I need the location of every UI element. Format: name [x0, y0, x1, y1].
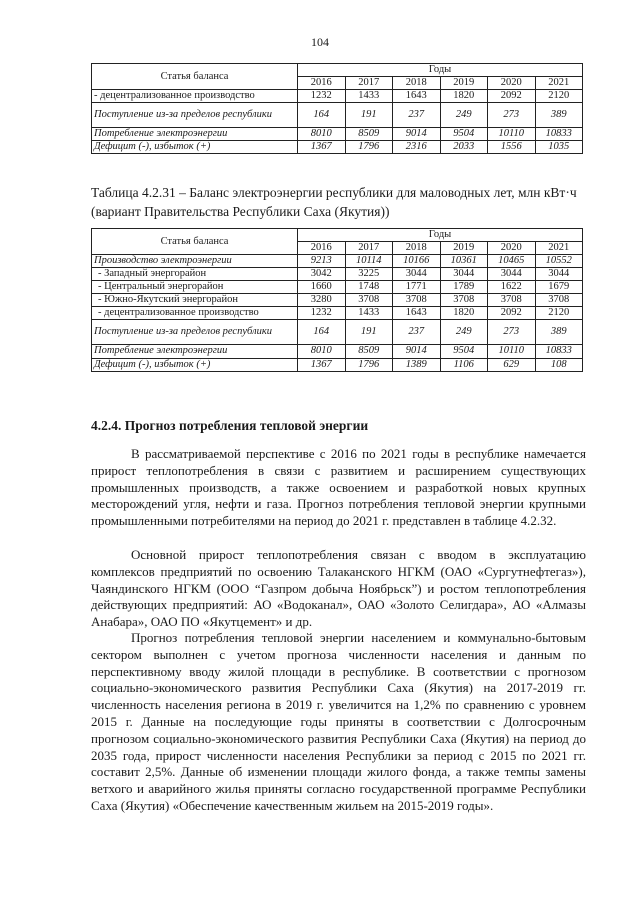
year-header: 2021 — [535, 77, 583, 90]
value-cell: 2120 — [535, 90, 583, 103]
value-cell: 1232 — [298, 90, 346, 103]
value-cell: 237 — [393, 103, 441, 128]
value-cell: 9504 — [440, 128, 488, 141]
year-header: 2019 — [440, 242, 488, 255]
year-header: 2018 — [393, 77, 441, 90]
value-cell: 3708 — [440, 294, 488, 307]
year-header: 2019 — [440, 77, 488, 90]
table-header-label: Статья баланса — [92, 64, 298, 90]
value-cell: 3225 — [345, 268, 393, 281]
year-header: 2021 — [535, 242, 583, 255]
value-cell: 10552 — [535, 255, 583, 268]
value-cell: 1660 — [298, 281, 346, 294]
value-cell: 10166 — [393, 255, 441, 268]
value-cell: 3708 — [488, 294, 536, 307]
value-cell: 3708 — [535, 294, 583, 307]
row-label: Дефицит (-), избыток (+) — [92, 141, 298, 154]
electricity-balance-table-low-water — [91, 228, 583, 372]
paragraph-text: Основной прирост теплопотребления связан с вводом в эксплуатацию комплексов предприятий по освоению Талаканского НГКМ (ОАО «Сургутнефтегаз»), Чаяндинского НГКМ (ООО “Газпром добыча Ноябрьск”) и ростом теплопотребления действующих предприятий: АО «Водоканал», ОАО «Золото Селигдара», АО «Алмазы Анабара», ОАО ПО «Якутцемент» и др. — [91, 547, 586, 630]
value-cell: 1106 — [440, 358, 488, 371]
row-label: Производство электроэнергии — [92, 255, 298, 268]
value-cell: 1679 — [535, 281, 583, 294]
paragraph — [91, 446, 586, 530]
value-cell: 1232 — [298, 307, 346, 320]
value-cell: 108 — [535, 358, 583, 371]
year-header: 2017 — [345, 242, 393, 255]
row-label: - децентрализованное производство — [92, 90, 298, 103]
value-cell: 389 — [535, 320, 583, 345]
value-cell: 1643 — [393, 307, 441, 320]
value-cell: 1556 — [488, 141, 536, 154]
value-cell: 1820 — [440, 307, 488, 320]
value-cell: 10465 — [488, 255, 536, 268]
year-header: 2020 — [488, 242, 536, 255]
table-row — [92, 281, 583, 294]
page-number: 104 — [311, 35, 329, 49]
table-row — [92, 255, 583, 268]
year-header: 2020 — [488, 77, 536, 90]
value-cell: 8010 — [298, 128, 346, 141]
value-cell: 164 — [298, 320, 346, 345]
table-row — [92, 103, 583, 128]
section-heading: 4.2.4. Прогноз потребления тепловой энергии — [91, 418, 369, 433]
row-label: Потребление электроэнергии — [92, 128, 298, 141]
row-label: - децентрализованное производство — [92, 307, 298, 320]
value-cell: 1820 — [440, 90, 488, 103]
value-cell: 3044 — [535, 268, 583, 281]
value-cell: 1433 — [345, 307, 393, 320]
value-cell: 2120 — [535, 307, 583, 320]
value-cell: 1643 — [393, 90, 441, 103]
value-cell: 389 — [535, 103, 583, 128]
value-cell: 10833 — [535, 128, 583, 141]
paragraph-text: Прогноз потребления тепловой энергии населением и коммунально-бытовым сектором выполнен с учетом прогноза численности населения и данным по перспективному вводу жилой площади в республике. В соответствии с прогнозом социально-экономического развития Республики Саха (Якутия) на 2017-2019 гг. численность населения региона в 2019 г. увеличится на 1,2% по сравнению с уровнем 2015 г. Данные на последующие годы приняты в соответствии с Долгосрочным прогнозом социально-экономического развития Республики Саха (Якутия) на период до 2035 года, прирост численности населения Республики за период с 2015 по 2021 гг. составит 2,5%. Данные об изменении площади жилого фонда, а также темпы замены ветхого и аварийного жилья приняты согласно государственной программе Республики Саха (Якутия) «Обеспечение качественным жильем на 2015-2019 годы». — [91, 630, 586, 813]
value-cell: 1748 — [345, 281, 393, 294]
year-header: 2016 — [298, 242, 346, 255]
value-cell: 3708 — [393, 294, 441, 307]
value-cell: 1367 — [298, 358, 346, 371]
row-label: Потребление электроэнергии — [92, 345, 298, 358]
value-cell: 3044 — [488, 268, 536, 281]
table-row — [92, 128, 583, 141]
value-cell: 629 — [488, 358, 536, 371]
value-cell: 1796 — [345, 141, 393, 154]
value-cell: 3280 — [298, 294, 346, 307]
value-cell: 10110 — [488, 345, 536, 358]
value-cell: 3708 — [345, 294, 393, 307]
value-cell: 191 — [345, 320, 393, 345]
value-cell: 8010 — [298, 345, 346, 358]
value-cell: 8509 — [345, 345, 393, 358]
table-header-years: Годы — [298, 229, 583, 242]
year-header: 2017 — [345, 77, 393, 90]
value-cell: 164 — [298, 103, 346, 128]
value-cell: 1796 — [345, 358, 393, 371]
table-row — [92, 320, 583, 345]
value-cell: 2033 — [440, 141, 488, 154]
table-row — [92, 141, 583, 154]
table-row — [92, 307, 583, 320]
row-label: Поступление из-за пределов республики — [92, 320, 298, 345]
value-cell: 273 — [488, 320, 536, 345]
value-cell: 10833 — [535, 345, 583, 358]
paragraph-text: В рассматриваемой перспективе с 2016 по 2021 годы в республике намечается прирост теплопотребления в связи с развитием и расширением существующих промышленных производств, а также освоением и разработкой новых крупных месторождений угля, нефти и газа. Прогноз потребления тепловой энергии крупными промышленными потребителями на период до 2021 г. представлен в таблице 4.2.32. — [91, 446, 586, 529]
value-cell: 2092 — [488, 90, 536, 103]
value-cell: 2316 — [393, 141, 441, 154]
value-cell: 1771 — [393, 281, 441, 294]
table-row — [92, 345, 583, 358]
value-cell: 249 — [440, 320, 488, 345]
table-row — [92, 90, 583, 103]
value-cell: 9014 — [393, 345, 441, 358]
value-cell: 1389 — [393, 358, 441, 371]
value-cell: 10114 — [345, 255, 393, 268]
value-cell: 2092 — [488, 307, 536, 320]
value-cell: 273 — [488, 103, 536, 128]
value-cell: 191 — [345, 103, 393, 128]
value-cell: 1789 — [440, 281, 488, 294]
value-cell: 1622 — [488, 281, 536, 294]
value-cell: 3044 — [440, 268, 488, 281]
value-cell: 10110 — [488, 128, 536, 141]
value-cell: 9014 — [393, 128, 441, 141]
value-cell: 1433 — [345, 90, 393, 103]
value-cell: 9213 — [298, 255, 346, 268]
value-cell: 9504 — [440, 345, 488, 358]
row-label: Дефицит (-), избыток (+) — [92, 358, 298, 371]
paragraph — [91, 547, 586, 631]
value-cell: 3044 — [393, 268, 441, 281]
paragraph — [91, 630, 586, 815]
value-cell: 1035 — [535, 141, 583, 154]
electricity-balance-table-continued — [91, 63, 583, 154]
table-caption: Таблица 4.2.31 – Баланс электроэнергии республики для маловодных лет, млн кВт·ч (вариант Правительства Республики Саха (Якутия)) — [91, 185, 577, 219]
table-header-label: Статья баланса — [92, 229, 298, 255]
row-label: Поступление из-за пределов республики — [92, 103, 298, 128]
row-label: - Южно-Якутский энергорайон — [92, 294, 298, 307]
table-header-years: Годы — [298, 64, 583, 77]
row-label: - Западный энергорайон — [92, 268, 298, 281]
year-header: 2018 — [393, 242, 441, 255]
table-row — [92, 268, 583, 281]
table-row — [92, 294, 583, 307]
year-header: 2016 — [298, 77, 346, 90]
value-cell: 237 — [393, 320, 441, 345]
value-cell: 249 — [440, 103, 488, 128]
value-cell: 10361 — [440, 255, 488, 268]
row-label: - Центральный энергорайон — [92, 281, 298, 294]
value-cell: 1367 — [298, 141, 346, 154]
table-row — [92, 358, 583, 371]
value-cell: 8509 — [345, 128, 393, 141]
value-cell: 3042 — [298, 268, 346, 281]
